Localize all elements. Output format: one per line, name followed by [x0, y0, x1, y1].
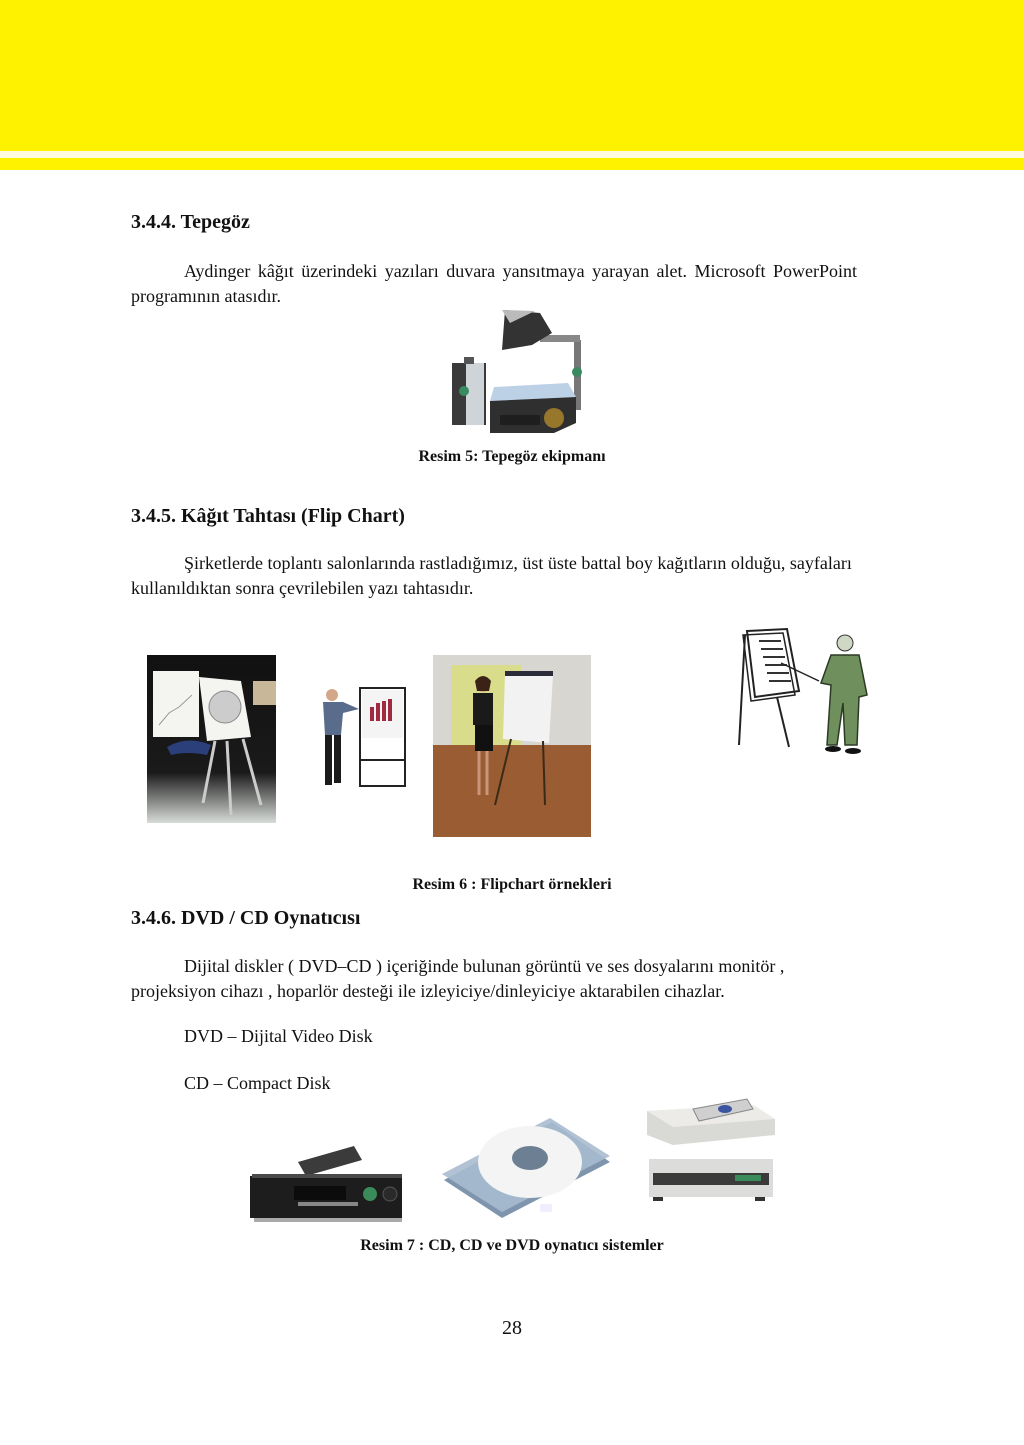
- flipchart-stands-photo: [147, 655, 276, 823]
- header-yellow-stripe: [0, 158, 1024, 170]
- dvd-players-image: [643, 1095, 778, 1215]
- page-number: 28: [502, 1317, 522, 1339]
- section-heading-dvd-cd: 3.4.6. DVD / CD Oynatıcısı: [131, 907, 361, 929]
- figure-caption-7: Resim 7 : CD, CD ve DVD oynatıcı sistemler: [360, 1237, 664, 1254]
- section-heading-tepegoz: 3.4.4. Tepegöz: [131, 211, 250, 233]
- paragraph-flip-chart: Şirketlerde toplantı salonlarında rastladığımız, üst üste battal boy kağıtların olduğu, sayfaları kullanıldıktan sonra çevrilebilen yazı tahtasıdır.: [131, 553, 852, 598]
- compact-disc-case-image: [432, 1110, 614, 1220]
- figure-caption-5: Resim 5: Tepegöz ekipmanı: [418, 448, 606, 465]
- figure-caption-6: Resim 6 : Flipchart örnekleri: [412, 876, 612, 893]
- presenter-clipart: [735, 625, 880, 760]
- header-yellow-band: [0, 0, 1024, 151]
- paragraph-dvd-cd: Dijital diskler ( DVD–CD ) içeriğinde bulunan görüntü ve ses dosyalarını monitör , projeksiyon cihazı , hoparlör desteği ile izleyiciye/dinleyiciye aktarabilen cihazlar.: [131, 956, 785, 1001]
- woman-presenting-flipchart-photo: [433, 655, 591, 837]
- list-item-cd: CD – Compact Disk: [184, 1073, 331, 1093]
- list-item-dvd: DVD – Dijital Video Disk: [184, 1026, 373, 1046]
- paragraph-tepegoz: Aydinger kâğıt üzerindeki yazıları duvara yansıtmaya yarayan alet. Microsoft PowerPoint programının atasıdır.: [131, 261, 857, 306]
- cd-player-with-remote-image: [250, 1140, 410, 1224]
- overhead-projector-image: [440, 305, 600, 440]
- section-heading-flip-chart: 3.4.5. Kâğıt Tahtası (Flip Chart): [131, 505, 405, 527]
- header-band-gap: [0, 151, 1024, 158]
- man-presenting-flipchart-photo: [315, 685, 410, 795]
